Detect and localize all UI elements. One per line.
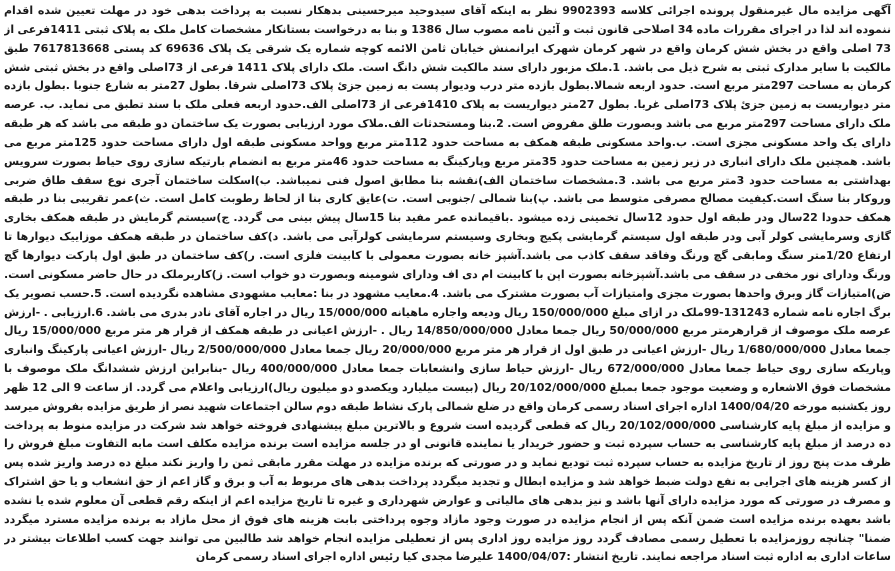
auction-notice-text: آگهی مزایده مال غیرمنقول پرونده اجرائی کلاسه 9902393 نظر به اینکه آقای سیدوحید میرحسینی بدهکار نسبت به پرداخت بدهی خود در مهلت تعیین شده اقدام ننموده اند لذا در اجرای مقررات ماده 34 اصلاحی قانون ثبت و آئین نامه مصوب سال 1386 و بنا به درخواست بستانکار مشخصات کامل ملک به پلاک ثبتی 1411فرعی از 73 اصلی واقع در بخش شش کرمان واقع در شهر کرمان شهرک ایرانمنش خیابان ثامن الائمه کوچه شماره یک شرقی یک پلاک 69636 کد پستی 7617813668 طبق مالکیت با سایر مدارک ثبتی به شرح ذیل می باشد. 1.ملک مزبور دارای سند مالکیت شش دانگ است. ملک دارای پلاک 1411 فرعی از 73اصلی واقع در بخش ثبتی شش کرمان به مساحت 297متر مربع است. حدود اربعه شمالا.بطول بازده متر درب ودیوار پست به زمین جزئ پلاک 73اصلی شرقا. بطول 27متر به شارع جنوبا .بطول بازده متر دیواریست به زمین جزئ پلاک 73اصلی غربا. بطول 27متر دیواریست به پلاک 1410فرعی از 73اصلی الف.حدود اربعه فعلی ملک با سند تطبق می نماید. ب. عرصه ملک دارای مساحت 297متر مربع می باشد وبصورت طلق مفروض است. 2.بنا ومستحدثات الف.ملاک مورد ارزیابی بصورت یک ساختمان دو طبقه می باشد که هر طبقه دارای یک واحد مسکونی مجزی است. ب.واحد مسکونی طبقه همکف به مساحت حدود 112متر مربع وواحد مسکونی طبقه اول دارای مساحت حدود 125متر مربع می باشد. همچنین ملک دارای انباری در زیر زمین به مساحت حدود 35متر مربع وپارکینگ به مساحت حدود 46متر مربع به انضمام بارتیکه سازی روی حیاط بصورت سرویس بهداشتی به مساحت حدود 3متر مربع می باشد. 3.مشخصات ساختمان الف)نقشه بنا مطابق اصول فنی نمیباشد. ب)اسکلت ساختمان آجری نوع سقف طاق ضربی وروکار بنا سنگ است.کیفیت مصالح مصرفی متوسط می باشد. پ)بنا شمالی /جنوبی است. ت)عایق کاری بنا از لحاظ رطوبت کامل است. ث)عمر تقریبی بنا در طبقه همکف حدودا 22سال ودر طبقه اول حدود 12سال تخمینی زده میشود .باقیمانده عمر مفید بنا 15سال پیش بینی می گردد. ج)سیستم گرمایش در طبقه همکف بخاری گازی وسرمایشی کولر آبی ودر طبقه اول سیستم گرمایشی پکیج وبخاری وسیستم سرمایشی کولرآبی می باشد. د)کف ساختمان در طبقه همکف موزاییک دیوارها تا ارتفاع 1/20متر سنگ ومابقی گچ ورنگ وفاقد سقف کاذب می باشد.آشپز خانه بصورت معمولی با کابینت فلزی است. ر)کف ساختمان در طبق اول پارکت دیوارها گچ ورنگ ودارای نور مخفی در سقف می باشد.آشپزخانه بصورت اپن با کابینت ام دی اف ودارای شومینه وبصورت دو خواب است. ز)کاربرملک در حال حاضر مسکونی است. ض)امتیازات گاز وبرق واحدها بصورت مجزی وامتیازات آب بصورت مشترک می باشد. 4.معایب مشهود در بنا :معایب مشهودی مشاهده نگردیده است. 5.حسب تصویر یک برگ اجاره نامه شماره 131243-99ملک در ازای مبلغ 150/000/000 ریال ودیعه واجاره ماهیانه 15/000/000 ریال در اجاره آقای نادر بدری می باشد. 6.ارزیابی . -ارزش عرصه ملک موصوف از قرارهرمتر مربع 50/000/000 ریال جمعا معادل 14/850/000/000 ریال . -ارزش اعیانی در طبقه همکف از قرار هر متر مربع 15/000/000 ریال جمعا معادل 1/680/000/000 ریال -ارزش اعیانی در طبق اول از قرار هر متر مربع 20/000/000 ریال جمعا معادل 2/500/000/000 ریال -ارزش اعیانی پارکینگ وانباری وپاریکه سازی روی حیاط جمعا معادل 672/000/000 ریال -ارزش حیاط سازی وانشعابات جمعا معادل 400/000/000 ریال -بنابراین ارزش ششدانگ ملک موصوف با مشخصات فوق الاشعاره و وضعیت موجود جمعا بمبلغ 20/102/000/000 ریال (بیست میلیارد ویکصدو دو میلیون ریال)ارزیابی واعلام می گردد. از ساعت 9 الی 12 ظهر روز یکشنبه مورخه 1400/04/20 اداره اجرای اسناد رسمی کرمان واقع در ضلع شمالی پارک نشاط طبقه دوم سالن اجتماعات شهید نصر از طریق مزایده بفروش میرسد و مزایده از مبلغ پایه کارشناسی 20/102/000/000 ریال که قطعی گردیده است شروع و بالاترین مبلغ پیشنهادی فروخته خواهد شد شرکت در مزایده منوط به پرداخت ده درصد از مبلغ پایه کارشناسی به حساب سپرده ثبت و حضور خریدار یا نماینده قانونی او در جلسه مزایده است برنده مزایده مکلف است مابه التفاوت مبلغ فروش را ظرف مدت پنج روز از تاریخ مزایده به حساب سپرده ثبت تودیع نماید و در صورتی که برنده مزایده در مهلت مقرر مابقی ثمن را واریز نکند مبلغ ده درصد واریز شده پس از کسر هزینه های اجرایی به نفع دولت ضبط خواهد شد و مزایده ابطال و تجدید میگردد پرداخت بدهی های مربوط به آب و برق و گاز اعم از حق انشعاب و یا حق اشتراک و مصرف در صورتی که مورد مزایده دارای آنها باشد و نیز بدهی های مالیاتی و عوارض شهرداری و غیره تا تاریخ مزایده اعم از اینکه رقم قطعی آن معلوم شده یا نشده باشد بعهده برنده مزایده است ضمن آنکه پس از انجام مزایده در صورت وجود مازاد وجوه پرداختی بابت هزینه های فوق از محل مازاد به برنده مزایده مسترد میگردد ضمنا" چنانچه روزمزایده با تعطیل رسمی مصادف گردد روز مزایده روز اداری پس از تعطیلی مزایده انجام خواهد شد طالبین می توانند جهت کسب اطلاعات بیشتر در ساعات اداری به اداره ثبت اسناد مراجعه نمایند. تاریخ انتشار :1400/04/07 علیرضا مجدی کیا رئیس اداره اجرای اسناد رسمی کرمان [4, 4, 891, 564]
